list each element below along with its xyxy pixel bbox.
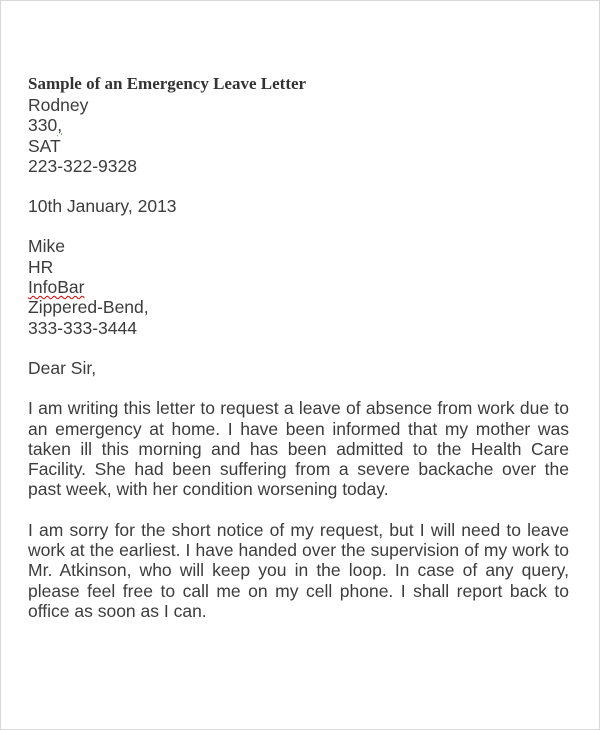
recipient-phone: 333-333-3444 — [28, 317, 137, 338]
letter-body — [28, 73, 569, 621]
recipient-company — [28, 277, 569, 297]
paragraph-1: I am writing this letter to request a leave of absence from work due to an emergency at home. I have been informed that my mother was taken ill this morning and has been admitted to the Health Care Facility. She had been suffering from a severe backache over the past week, with her condition worsening today. — [28, 398, 569, 500]
recipient-location: Zippered-Bend, — [28, 297, 149, 318]
recipient-department: HR — [28, 256, 54, 277]
salutation: Dear Sir, — [28, 357, 97, 378]
paragraph-2: I am sorry for the short notice of my request, but I will need to leave work at the earliest. I have handed over the supervision of my work to Mr. Atkinson, who will keep you in the loop. In case of any query, please feel free to call me on my cell phone. I shall report back to office as soon as I can. — [28, 519, 569, 621]
spelling-flag-company[interactable]: InfoBar — [28, 277, 85, 298]
sender-address-number — [28, 115, 569, 135]
recipient-name: Mike — [28, 236, 65, 257]
sender-name: Rodney — [28, 95, 89, 115]
letter-title: Sample of an Emergency Leave Letter — [28, 74, 307, 93]
sender-phone: 223-322-9328 — [28, 155, 137, 176]
address-number-text: 330 — [28, 115, 58, 136]
sender-city: SAT — [28, 135, 61, 156]
letter-date: 10th January, 2013 — [28, 196, 177, 217]
grammar-flag[interactable]: , — [57, 115, 63, 136]
